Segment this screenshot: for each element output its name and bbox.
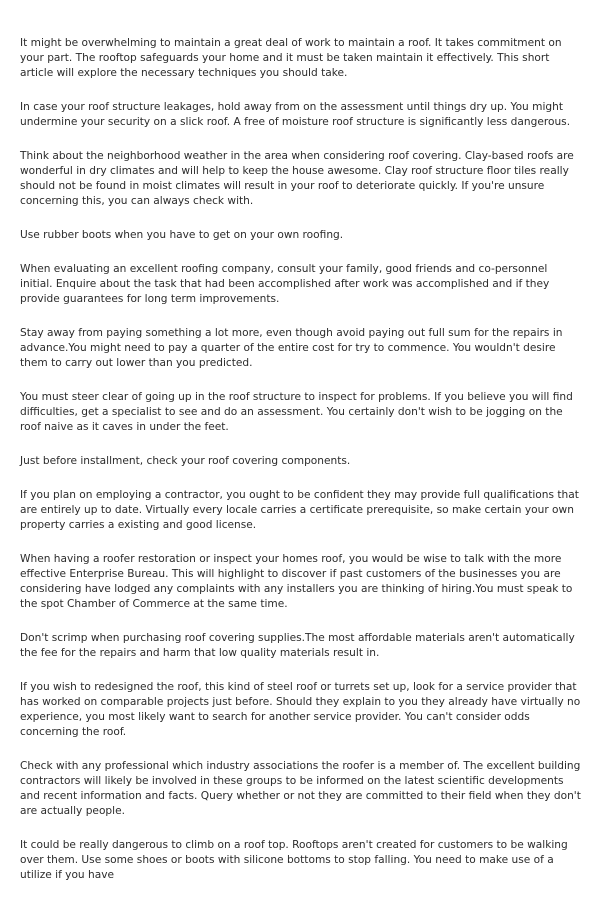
paragraph: When having a roofer restoration or inspect your homes roof, you would be wise to talk with the more effective Enterprise Bureau. This will highlight to discover if past customers of the businesses you are considering have lodged any complaints with any installers you are thinking of hiring.You must speak to the spot Chamber of Commerce at the same time. [20,553,573,610]
article-body [20,36,582,902]
paragraph: If you wish to redesigned the roof, this kind of steel roof or turrets set up, look for a service provider that has worked on comparable projects just before. Should they explain to you they already have virtually no experience, you most likely want to search for another service provider. You can't consider odds concerning the roof. [20,681,581,738]
paragraph: Don't scrimp when purchasing roof covering supplies.The most affordable materials aren't automatically the fee for the repairs and harm that low quality materials result in. [20,632,575,659]
paragraph: In case your roof structure leakages, hold away from on the assessment until things dry up. You might undermine your security on a slick roof. A free of moisture roof structure is significantly less dangerous. [20,101,571,128]
paragraph: It could be really dangerous to climb on a roof top. Rooftops aren't created for customers to be walking over them. Use some shoes or boots with silicone bottoms to stop falling. You need to make use of a utilize if you have [20,839,568,881]
paragraph: If you plan on employing a contractor, you ought to be confident they may provide full qualifications that are entirely up to date. Virtually every locale carries a certificate prerequisite, so make certain your own property carries a existing and good license. [20,489,579,531]
paragraph: Check with any professional which industry associations the roofer is a member of. The excellent building contractors will likely be involved in these groups to be informed on the latest scientific developments and recent information and facts. Query whether or not they are committed to their field when they don't are actually people. [20,760,581,817]
paragraph: It might be overwhelming to maintain a great deal of work to maintain a roof. It takes commitment on your part. The rooftop safeguards your home and it must be taken maintain it effectively. This short article will explore the necessary techniques you should take. [20,37,562,79]
paragraph: Use rubber boots when you have to get on your own roofing. [20,229,344,241]
paragraph: Just before installment, check your roof covering components. [20,455,351,467]
paragraph: Think about the neighborhood weather in the area when considering roof covering. Clay-based roofs are wonderful in dry climates and will help to keep the house awesome. Clay roof structure floor tiles really should not be found in moist climates will result in your roof to deteriorate quickly. If you're unsure concerning this, you can always check with. [20,150,574,207]
paragraph: When evaluating an excellent roofing company, consult your family, good friends and co-personnel initial. Enquire about the task that had been accomplished after work was accomplished and if they provide guarantees for long term improvements. [20,263,550,305]
paragraph: You must steer clear of going up in the roof structure to inspect for problems. If you believe you will find difficulties, get a specialist to see and do an assessment. You certainly don't wish to be jogging on the roof naive as it caves in under the feet. [20,391,573,433]
paragraph: Stay away from paying something a lot more, even though avoid paying out full sum for the repairs in advance.You might need to pay a quarter of the entire cost for try to commence. You wouldn't desire them to carry out lower than you predicted. [20,327,563,369]
